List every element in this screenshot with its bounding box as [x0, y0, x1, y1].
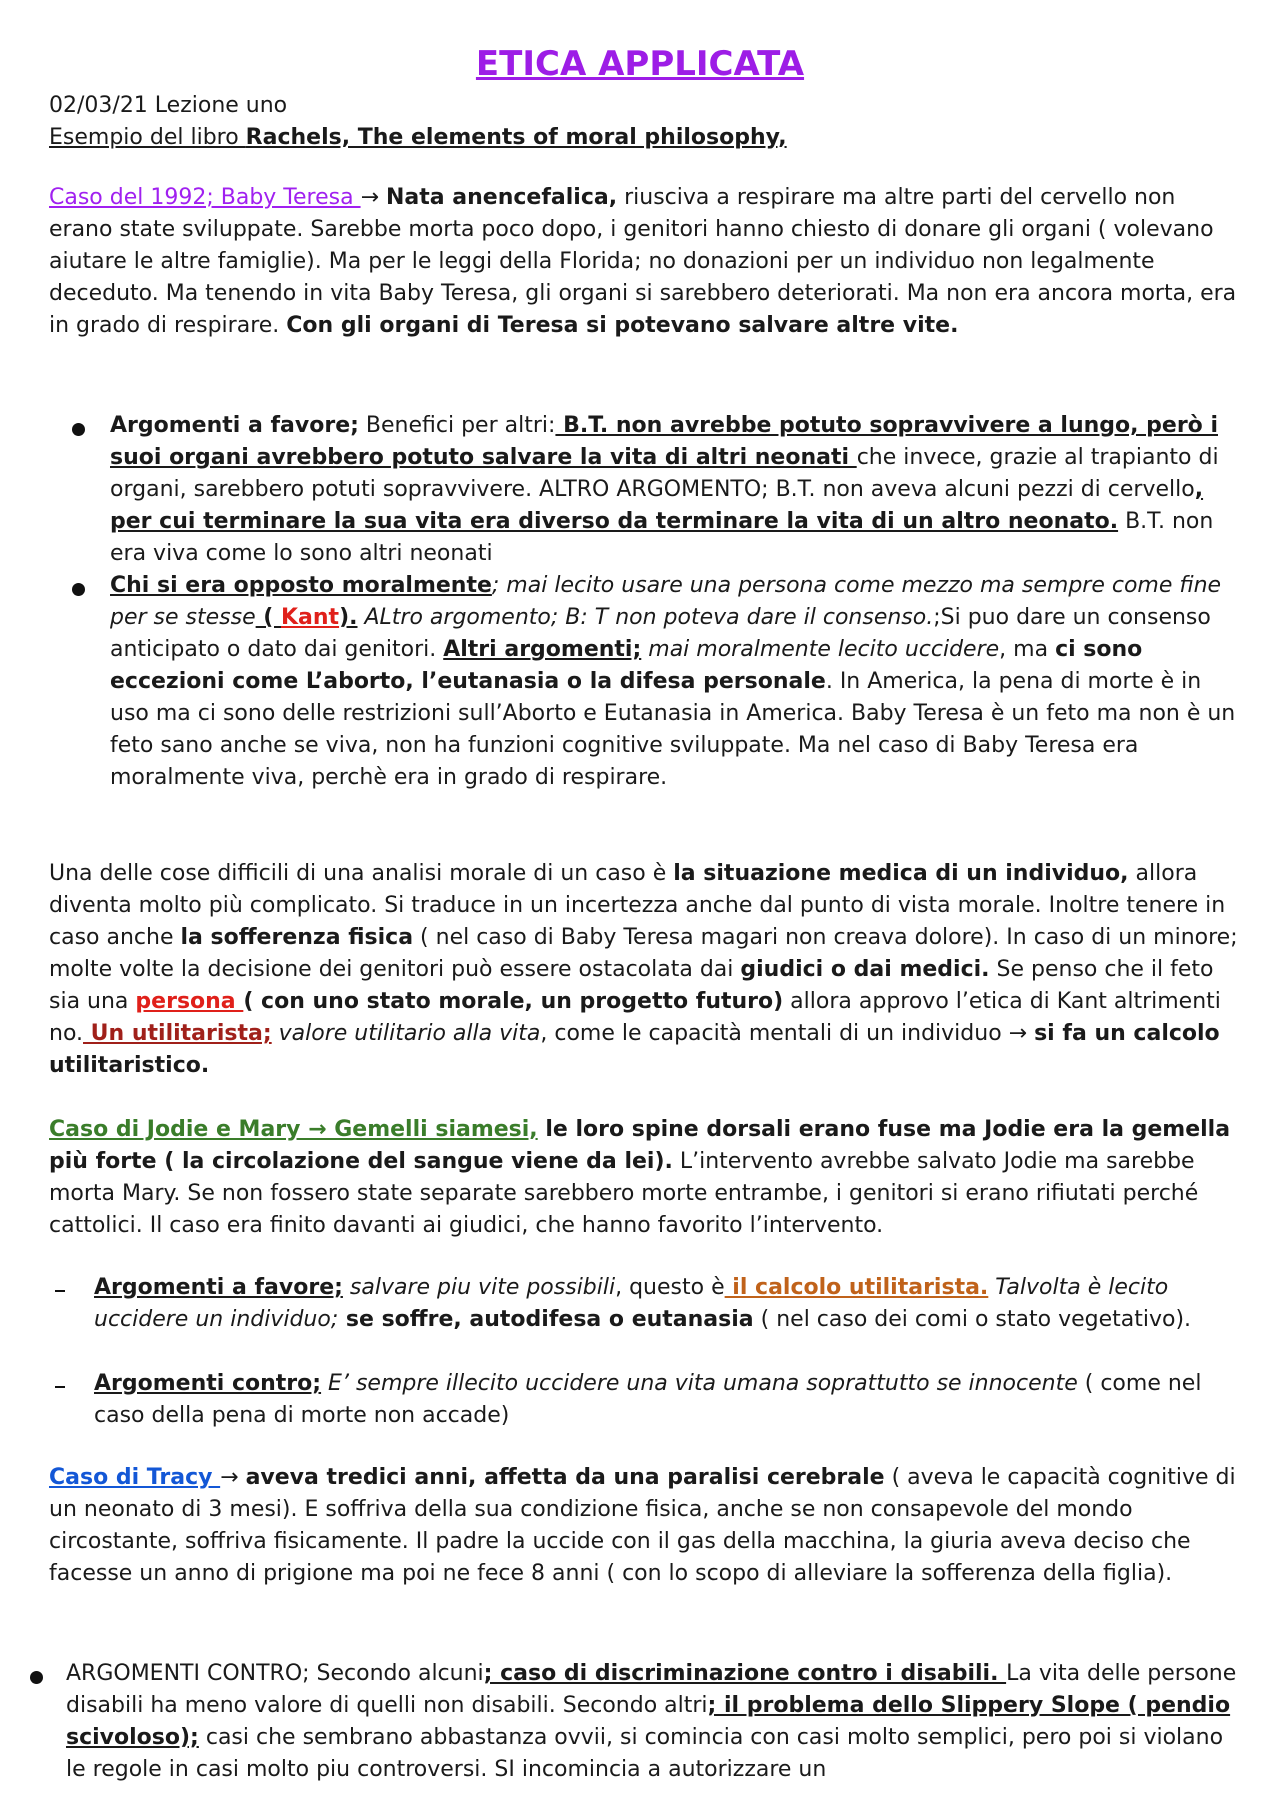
para-span: la situazione medica di un individuo, [673, 861, 1129, 886]
bullet-span: mai moralmente lecito uccidere [641, 637, 1000, 662]
bullet-span: ; mai lecito usare una persona come mezzo ma sempre come fine per se stesse [110, 573, 1222, 630]
bullet-span: ; caso di discriminazione contro i disabili. [483, 1661, 1007, 1686]
case-baby-teresa-lead: Nata anencefalica, [386, 185, 618, 210]
pro-label: Argomenti a favore; [110, 413, 359, 438]
arrow: → [360, 185, 387, 210]
case-baby-teresa-text: riusciva a respirare ma altre parti del cervello non erano state sviluppate. Sarebbe morta poco dopo, i genitori hanno chiesto di donare gli organi ( volevano aiutare le altre famiglie). Ma per le leggi della Florida; no donazioni per un individuo non legalmente deceduto. Ma tenendo in vita Baby Teresa, gli organi si sarebbero deteriorati. Ma non era ancora morta, era in grado di respirare. [49, 185, 1237, 338]
book-title: Rachels, The elements of moral philosophy, [245, 125, 787, 150]
bullet-span: , per cui terminare la sua vita era diverso da terminare la vita di un altro neonato. [110, 477, 1204, 534]
contra-label: Argomenti contro; [94, 1371, 322, 1396]
bullet-text [66, 1658, 1240, 1786]
dash-icon [55, 1386, 65, 1388]
case-tracy [49, 1462, 1239, 1590]
para-span: L’intervento avrebbe salvato Jodie ma sarebbe morta Mary. Se non fossero state separate sarebbero morte entrambe, i genitori si erano rifiutati perché cattolici. Il caso era finito davanti ai giudici, che hanno favorito l’intervento. [49, 1149, 1199, 1238]
date-line: 02/03/21 Lezione uno [49, 93, 288, 118]
para-span: Se penso che il feto sia una [49, 957, 1214, 1014]
para-span: ( nel caso di Baby Teresa magari non creava dolore). In caso di un minore; molte volte la decisione dei genitori può essere ostacolata dai [49, 925, 1238, 982]
kant-link: Kant [281, 605, 340, 630]
bullet-span: casi che sembrano abbastanza ovvii, si comincia con casi molto semplici, pero poi si violano le regole in casi molto piu controversi. SI incomincia a autorizzare un [66, 1725, 1224, 1782]
book-prefix: Esempio del libro [49, 125, 246, 150]
para-span: aveva tredici anni, affetta da una paralisi cerebrale [245, 1465, 885, 1490]
dash-span: E’ sempre illecito uccidere una vita umana soprattutto se innocente [321, 1371, 1078, 1396]
case-tracy-paragraph [49, 1462, 1239, 1590]
case-jodie-mary-heading: Caso di Jodie e Mary → Gemelli siamesi, [49, 1117, 538, 1142]
dash-span: ( come nel caso della pena di morte non accade) [94, 1371, 1202, 1428]
dash-text [94, 1272, 1240, 1336]
bullet-span: B.T. non avrebbe potuto sopravvivere a lungo, però i suoi organi avrebbero potuto salvare la vita di altri neonati [110, 413, 1218, 470]
paragraph-text [49, 858, 1239, 1082]
bullet-icon [30, 1671, 43, 1684]
case-baby-teresa-heading: Caso del 1992; Baby Teresa [49, 185, 361, 210]
dash-span: salvare piu vite possibili [342, 1275, 616, 1300]
para-span: le loro spine dorsali erano fuse ma Jodie era la gemella più forte ( la circolazione del sangue viene da lei). [49, 1117, 1231, 1174]
para-span: ( con uno stato morale, un progetto futuro) [243, 989, 784, 1014]
case-jodie-mary-pro [94, 1272, 1240, 1336]
case-jodie-mary [49, 1114, 1239, 1242]
dash-span: ( nel caso dei comi o stato vegetativo). [753, 1307, 1192, 1332]
bullet-span: che invece, grazie al trapianto di organi, sarebbero potuti sopravvivere. ALTRO ARGOMENTO; B.T. non aveva alcuni pezzi di cervello [110, 445, 1219, 502]
case-baby-teresa-paragraph [49, 182, 1239, 342]
dash-span: Talvolta è lecito uccidere un individuo; [94, 1275, 1169, 1332]
bullet-text [110, 410, 1240, 570]
bullet-span: ;Si puo dare un consenso anticipato o dato dai genitori. [110, 605, 1211, 662]
bullet-span: , ma [999, 637, 1056, 662]
bullet-span: ARGOMENTI CONTRO; Secondo alcuni [66, 1661, 484, 1686]
para-span: ( aveva le capacità cognitive di un neonato di 3 mesi). E soffriva della sua condizione fisica, anche se non consapevole del mondo circostante, soffriva fisicamente. Il padre la uccide con il gas della macchina, la giuria aveva deciso che facesse un anno di prigione ma poi ne fece 8 anni ( con lo scopo di alleviare la sofferenza della figlia). [49, 1465, 1236, 1586]
bullet-icon [72, 583, 85, 596]
book-reference [49, 122, 1239, 154]
header-block [49, 90, 1239, 154]
contra-label: Chi si era opposto moralmente [110, 573, 492, 598]
bullet-text [110, 570, 1240, 794]
case-baby-teresa-conclusion: Con gli organi di Teresa si potevano salvare altre vite. [286, 313, 959, 338]
bullet-span: ). [339, 605, 358, 630]
bullet-icon [72, 423, 85, 436]
bullet-span: ci sono eccezioni come L’aborto, l’eutanasia o la difesa personale [110, 637, 1143, 694]
bullet-span: ; il problema dello Slippery Slope ( pendio scivoloso); [66, 1693, 1231, 1750]
dash-span: , questo è [615, 1275, 725, 1300]
case-baby-teresa-pro [110, 410, 1240, 570]
para-span: la sofferenza fisica [180, 925, 414, 950]
dash-span: se soffre, autodifesa o eutanasia [338, 1307, 754, 1332]
persona-term: persona [135, 989, 244, 1014]
para-span: valore utilitario alla vita [271, 1021, 541, 1046]
bullet-span: ( [255, 605, 281, 630]
case-jodie-mary-contra [94, 1368, 1240, 1432]
bullet-span: Altri argomenti; [443, 637, 642, 662]
case-tracy-contra [66, 1658, 1240, 1786]
moral-analysis-paragraph [49, 858, 1239, 1082]
para-span: si fa un calcolo utilitaristico. [49, 1021, 1220, 1078]
para-span: allora approvo l’etica di Kant altrimenti no. [49, 989, 1221, 1046]
para-span: giudici o dai medici. [740, 957, 990, 982]
bullet-span: B.T. non era viva come lo sono altri neonati [110, 509, 1214, 566]
bullet-span: La vita delle persone disabili ha meno valore di quelli non disabili. Secondo altri [66, 1661, 1237, 1718]
bullet-span: . In America, la pena di morte è in uso ma ci sono delle restrizioni sull’Aborto e Eutanasia in America. Baby Teresa è un feto ma non è un feto sano anche se viva, non ha funzioni cognitive sviluppate. Ma nel caso di Baby Teresa era moralmente viva, perchè era in grado di respirare. [110, 669, 1236, 790]
page-title: ETICA APPLICATA [475, 44, 805, 84]
case-baby-teresa-contra [110, 570, 1240, 794]
utilitarista-term: Un utilitarista; [83, 1021, 272, 1046]
para-span: Una delle cose difficili di una analisi morale di un caso è [49, 861, 674, 886]
bullet-span: Benefici per altri: [358, 413, 556, 438]
case-baby-teresa [49, 182, 1239, 342]
dash-icon [55, 1290, 65, 1292]
dash-text [94, 1368, 1240, 1432]
case-tracy-heading: Caso di Tracy [49, 1465, 221, 1490]
arrow: → [220, 1465, 246, 1490]
calcolo-term: il calcolo utilitarista. [724, 1275, 989, 1300]
bullet-span: ALtro argomento; B: T non poteva dare il consenso. [357, 605, 934, 630]
pro-label: Argomenti a favore; [94, 1275, 343, 1300]
case-jodie-mary-paragraph [49, 1114, 1239, 1242]
para-span: , come le capacità mentali di un individuo → [540, 1021, 1035, 1046]
para-span: allora diventa molto più complicato. Si traduce in un incertezza anche dal punto di vista morale. Inoltre tenere in caso anche [49, 861, 1226, 950]
